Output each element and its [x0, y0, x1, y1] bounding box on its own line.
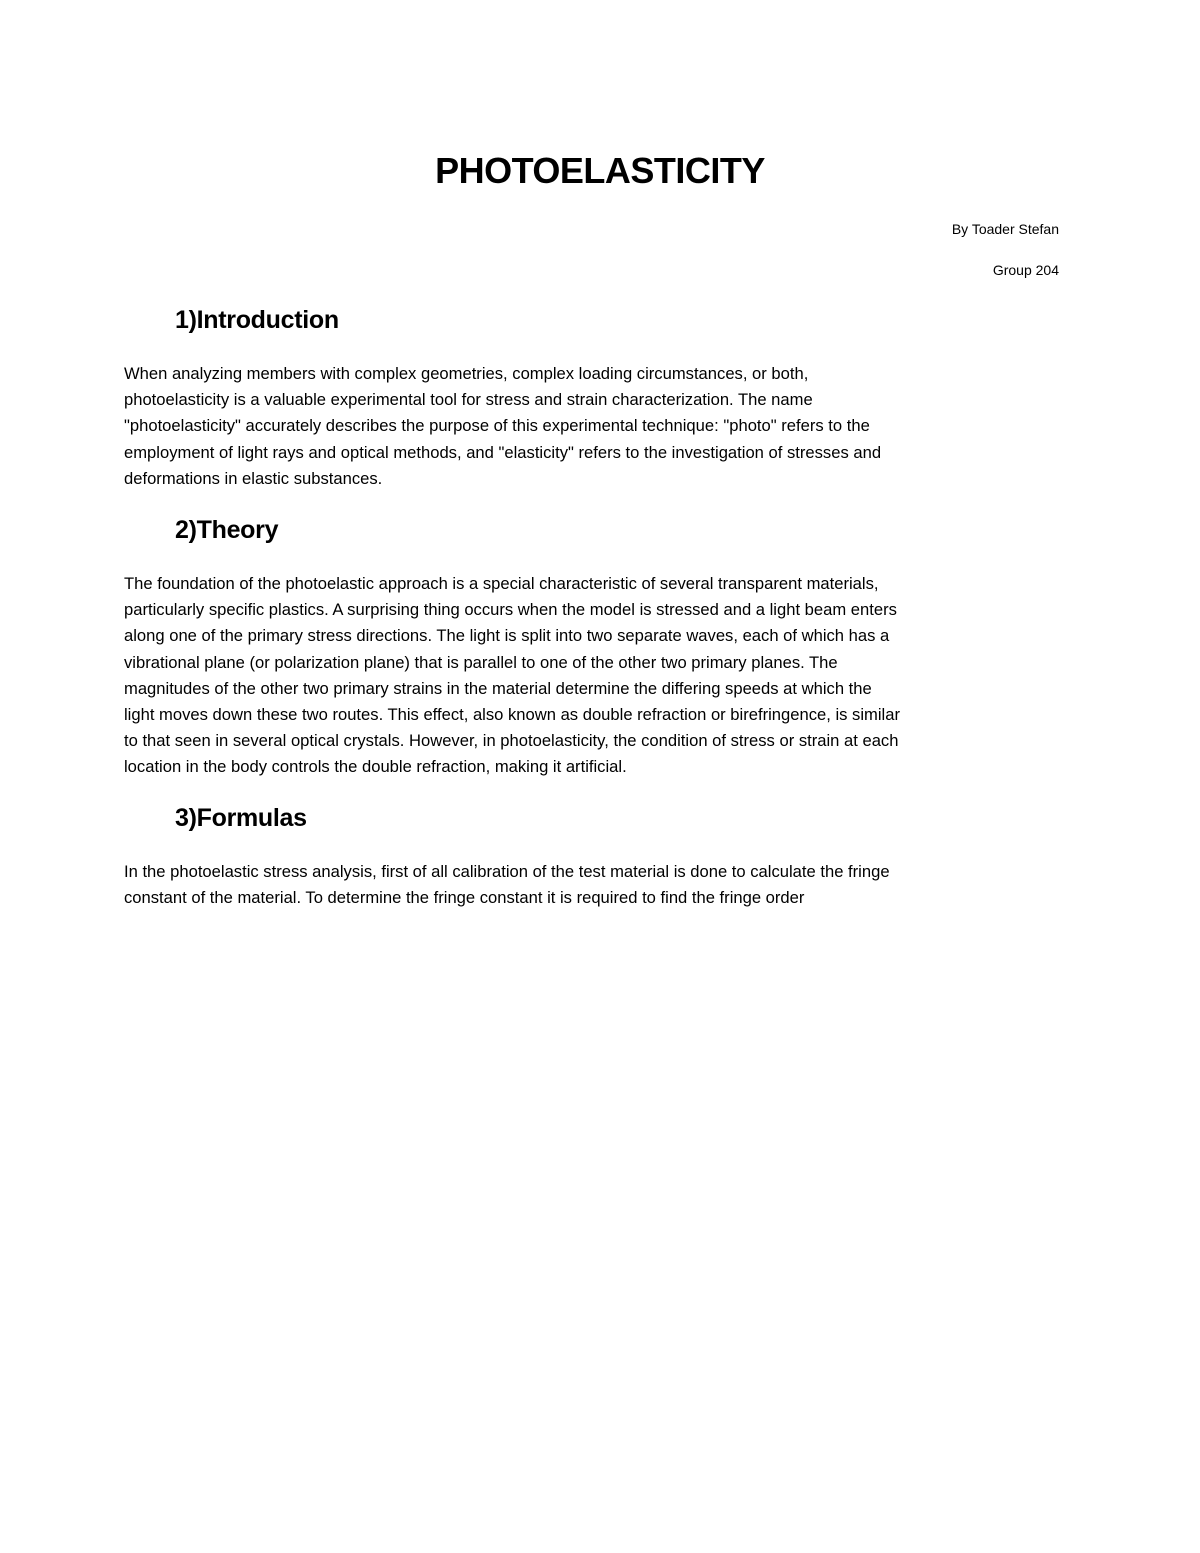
text-line: particularly specific plastics. A surprising thing occurs when the model is stressed and a light beam enters	[124, 600, 897, 620]
heading-theory: 2)Theory	[175, 516, 279, 544]
text-line: "photoelasticity" accurately describes the purpose of this experimental technique: "photo" refers to the	[124, 416, 870, 436]
text-line: employment of light rays and optical methods, and "elasticity" refers to the investigation of stresses and	[124, 442, 882, 462]
text-line: photoelasticity is a valuable experimental tool for stress and strain characterization. The name	[124, 390, 813, 410]
text-line: along one of the primary stress directions. The light is split into two separate waves, each of which has a	[124, 626, 890, 646]
text-line: In the photoelastic stress analysis, first of all calibration of the test material is done to calculate the fringe	[124, 862, 890, 881]
heading-introduction: 1)Introduction	[175, 306, 339, 334]
group: Group 204	[992, 262, 1059, 278]
text-line: to that seen in several optical crystals. However, in photoelasticity, the condition of stress or strain at each	[124, 731, 899, 751]
text-line: constant of the material. To determine the fringe constant it is required to find the fringe order	[124, 888, 805, 908]
document-title: PHOTOELASTICITY	[435, 150, 765, 191]
text-line: magnitudes of the other two primary strains in the material determine the differing speeds at which the	[124, 678, 872, 698]
paragraph-introduction	[124, 361, 881, 492]
heading-formulas: 3)Formulas	[175, 804, 307, 832]
text-line: location in the body controls the double refraction, making it artificial.	[124, 757, 627, 777]
text-line: deformations in elastic substances.	[124, 468, 383, 488]
text-line: When analyzing members with complex geometries, complex loading circumstances, or both,	[124, 364, 809, 383]
text-line: light moves down these two routes. This effect, also known as double refraction or birefringence, is similar	[124, 705, 900, 725]
paragraph-formulas	[124, 859, 890, 911]
text-line: vibrational plane (or polarization plane) that is parallel to one of the other two primary planes. The	[124, 652, 838, 672]
author: By Toader Stefan	[951, 221, 1059, 237]
text-line: The foundation of the photoelastic approach is a special characteristic of several transparent materials,	[124, 574, 879, 593]
paragraph-theory	[124, 571, 900, 781]
